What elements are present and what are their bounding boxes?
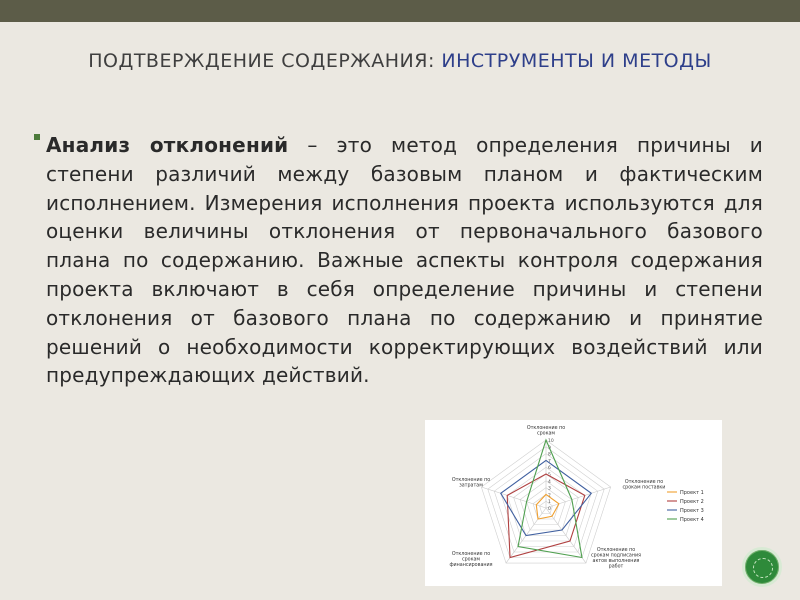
axis-label: работ (608, 564, 624, 570)
slide-title (60, 48, 740, 75)
r-tick-label: 9 (548, 445, 551, 451)
r-tick-label: 4 (548, 479, 551, 485)
radar-chart-svg (425, 420, 722, 586)
axis-label: срокам (461, 557, 481, 563)
axis-label: Отклонение по (451, 478, 491, 483)
legend-label: Проект 1 (680, 489, 704, 496)
r-tick-label: 1 (548, 500, 551, 506)
axis-label: Отклонение по (596, 548, 636, 553)
grid-spoke (546, 487, 611, 508)
r-tick-label: 3 (548, 486, 551, 492)
axis-label: срокам поставки (622, 485, 666, 491)
axis-label: срокам (536, 431, 556, 437)
legend-label: Проект 2 (680, 498, 704, 505)
title-prefix: ПОДТВЕРЖДЕНИЕ СОДЕРЖАНИЯ: (88, 50, 442, 72)
r-tick-label: 5 (548, 473, 551, 478)
header-band (0, 0, 800, 22)
axis-label: затратам (459, 483, 483, 489)
legend-label: Проект 3 (680, 507, 704, 514)
axis-label: финансирования (449, 563, 493, 568)
title-accent: ИНСТРУМЕНТЫ И МЕТОДЫ (441, 50, 712, 72)
body-paragraph (46, 131, 763, 390)
r-tick-label: 2 (548, 493, 551, 499)
axis-label: Отклонение по (526, 426, 566, 431)
bullet-marker (34, 134, 40, 140)
r-tick-label: 8 (548, 452, 551, 458)
r-tick-label: 7 (548, 459, 551, 465)
axis-label: актов выполнения (592, 559, 640, 564)
axis-label: срокам подписания (591, 553, 641, 559)
axis-label: Отклонение по (624, 480, 664, 485)
r-tick-label: 0 (548, 507, 551, 512)
axis-label: Отклонение по (451, 552, 491, 557)
r-tick-label: 6 (548, 466, 551, 472)
radar-chart (425, 420, 722, 586)
logo-icon (742, 547, 782, 587)
series-line (518, 440, 582, 558)
body-text: – это метод определения причины и степени различий между базовым планом и фактическим исполнением. Измерения исполнения проекта используются для оценки величины отклонения от первоначального базового плана по содержанию. Важные аспекты контроля содержания проекта включают в себя определение причины и степени отклонения от базового плана по содержанию и принятие решений о необходимости корректирующих воздействий или предупреждающих действий. (46, 133, 763, 388)
legend-label: Проект 4 (680, 516, 704, 523)
r-tick-label: 10 (548, 439, 554, 444)
term-highlight: Анализ отклонений (46, 133, 289, 157)
